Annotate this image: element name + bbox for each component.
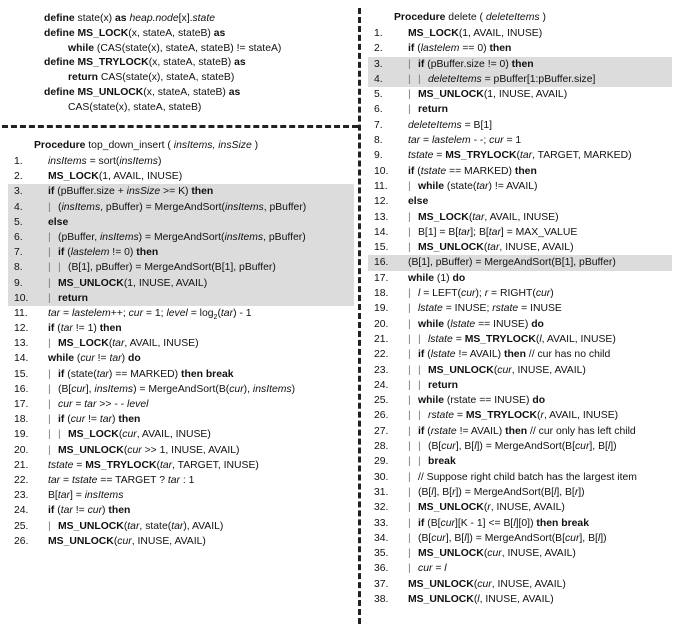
code-text: tstate = MS_TRYLOCK(tar, TARGET, MARKED) [408,150,632,162]
code-text: | if (pBuffer.size != 0) then [408,58,534,70]
code-text: | MS_UNLOCK(1, INUSE, AVAIL) [48,277,208,289]
line-number: 8. [14,262,23,274]
delete-line [368,72,672,87]
code-text: | return [48,292,89,304]
delete-line [368,561,672,576]
delete-line [368,500,672,515]
code-text: | lstate = INUSE; rstate = INUSE [408,303,562,315]
code-text: | if (lstate != AVAIL) then // cur has no child [408,349,611,361]
insert-line [8,443,354,458]
line-number: 7. [374,119,383,131]
line-number: 12. [374,196,389,208]
line-number: 5. [14,216,23,228]
delete-line [368,57,672,72]
delete-line [368,332,672,347]
delete-line [368,194,672,209]
code-text: | (insItems, pBuffer) = MergeAndSort(insItems, pBuffer) [48,201,307,213]
insert-line [8,367,354,382]
delete-line [368,240,672,255]
code-text: | | lstate = MS_TRYLOCK(l, AVAIL, INUSE) [408,333,616,345]
code-text: | MS_UNLOCK(cur, INUSE, AVAIL) [408,548,576,560]
line-number: 21. [14,459,29,471]
line-number: 2. [374,43,383,55]
delete-line [368,286,672,301]
line-number: 33. [374,517,389,529]
delete-line [368,393,672,408]
insert-line [8,534,354,549]
insert-line [8,519,354,534]
code-text: | (B[cur], insItems) = MergeAndSort(B(cur), insItems) [48,383,296,395]
line-number: 13. [374,211,389,223]
insert-line [8,503,354,518]
insert-line [8,488,354,503]
line-number: 32. [374,502,389,514]
code-text: | if (state(tar) == MARKED) then break [48,368,234,380]
code-text: tar = lastelem - -; cur = 1 [408,135,522,147]
line-number: 22. [14,474,29,486]
delete-line [368,577,672,592]
line-number: 23. [374,364,389,376]
line-number: 12. [14,323,29,335]
code-text: | | return [408,379,459,391]
definition-line: define state(x) as heap.node[x].state [44,13,215,24]
code-text: | MS_UNLOCK(cur >> 1, INUSE, AVAIL) [48,444,240,456]
delete-line [368,592,672,607]
delete-line [368,408,672,423]
code-text: while (cur != tar) do [48,353,141,365]
code-text: | if (rstate != AVAIL) then // cur only has left child [408,425,636,437]
code-text: | (B[l], B[r]) = MergeAndSort(B[l], B[r]) [408,486,585,498]
line-number: 36. [374,563,389,575]
code-text: MS_LOCK(1, AVAIL, INUSE) [408,28,543,39]
line-number: 38. [374,593,389,605]
insert-line [8,245,354,260]
line-number: 37. [374,578,389,590]
delete-line [368,148,672,163]
code-text: | cur = tar >> - - level [48,399,149,410]
line-number: 26. [374,410,389,422]
code-text: | if (cur != tar) then [48,414,141,426]
line-number: 17. [374,272,389,284]
insert-line [8,215,354,230]
code-text: | while (state(tar) != AVAIL) [408,180,538,192]
code-text: | MS_UNLOCK(tar, state(tar), AVAIL) [48,520,224,532]
insert-line [8,336,354,351]
delete-line [368,41,672,56]
line-number: 16. [374,257,389,269]
line-number: 1. [14,156,23,167]
code-text: else [408,196,429,208]
procedure-delete [368,10,672,607]
code-text: | (B[cur], B[l]) = MergeAndSort(B[cur], B[l]) [408,532,607,544]
insert-line [8,260,354,275]
line-number: 34. [374,532,389,544]
code-text: | | break [408,456,456,468]
insert-line [8,427,354,442]
line-number: 8. [374,135,383,147]
line-number: 24. [14,505,29,517]
insert-line [8,291,354,306]
code-text: if (lastelem == 0) then [408,43,512,55]
delete-line [368,470,672,485]
delete-line [368,225,672,240]
line-number: 35. [374,548,389,560]
delete-line [368,133,672,148]
definition-line: define MS_LOCK(x, stateA, stateB) as [44,27,226,39]
delete-line [368,179,672,194]
insert-line [8,351,354,366]
line-number: 17. [14,399,29,410]
delete-line [368,516,672,531]
insert-line [8,276,354,291]
code-text: | | rstate = MS_TRYLOCK(r, AVAIL, INUSE) [408,410,619,422]
code-text: | | (B[cur], B[l]) = MergeAndSort(B[cur], B[l]) [408,441,617,453]
line-number: 11. [374,180,388,192]
line-number: 10. [374,165,389,177]
delete-line [368,102,672,117]
code-text: | B[1] = B[tar]; B[tar] = MAX_VALUE [408,226,578,238]
line-number: 31. [374,486,389,498]
line-number: 7. [14,247,23,259]
code-text: | | MS_UNLOCK(cur, INUSE, AVAIL) [408,364,586,376]
delete-line [368,546,672,561]
code-text: deleteItems = B[1] [408,119,493,131]
code-text: | l = LEFT(cur); r = RIGHT(cur) [408,288,554,300]
code-text: | // Suppose right child batch has the largest item [408,471,637,483]
insert-line [8,230,354,245]
insert-line [8,169,354,184]
code-text: | MS_UNLOCK(r, INUSE, AVAIL) [408,502,565,514]
line-number: 25. [14,520,29,532]
line-number: 5. [374,89,383,101]
delete-line [368,271,672,286]
line-number: 22. [374,349,389,361]
delete-line [368,531,672,546]
line-number: 9. [14,277,23,289]
insert-line [8,154,354,169]
code-text: | | (B[1], pBuffer) = MergeAndSort(B[1], pBuffer) [48,262,276,274]
code-text: | if (lastelem != 0) then [48,247,159,259]
line-number: 9. [374,150,383,162]
code-text: | | MS_LOCK(cur, AVAIL, INUSE) [48,429,211,441]
code-text: tar = lastelem++; cur = 1; level = $\log_2(tar) - 1$ [48,307,252,321]
code-text: MS_LOCK(1, AVAIL, INUSE) [48,171,183,183]
definition-line: CAS(state(x), stateA, stateB) [68,101,202,113]
code-text: MS_UNLOCK(cur, INUSE, AVAIL) [408,578,566,590]
code-text: while (1) do [408,272,466,284]
line-number: 3. [374,58,383,70]
insert-line [8,473,354,488]
code-text: if (tstate == MARKED) then [408,165,537,177]
line-number: 18. [14,414,29,426]
insert-line [8,184,354,199]
code-text: | if (B[cur][K - 1] <= B[l][0]) then break [408,517,589,529]
code-text: | MS_LOCK(tar, AVAIL, INUSE) [48,338,199,350]
delete-line [368,439,672,454]
code-text: | (pBuffer, insItems) = MergeAndSort(insItems, pBuffer) [48,231,306,243]
code-text: insItems = sort(insItems) [48,156,162,167]
definition-line: define MS_UNLOCK(x, stateA, stateB) as [44,86,241,98]
delete-line [368,255,672,270]
delete-line [368,347,672,362]
line-number: 27. [374,425,389,437]
delete-line [368,363,672,378]
code-text: if (tar != 1) then [48,323,122,335]
line-number: 19. [374,303,389,315]
delete-line [368,26,672,41]
code-text: | while (lstate == INUSE) do [408,318,544,330]
insert-line [8,458,354,473]
code-text: if (tar != cur) then [48,505,131,517]
delete-line [368,210,672,225]
line-number: 20. [14,444,29,456]
line-number: 14. [374,226,389,238]
definition-line: return CAS(state(x), stateA, stateB) [68,72,235,84]
delete-code-lines [368,26,672,607]
code-text: if (pBuffer.size + insSize >= K) then [48,186,214,198]
line-number: 6. [14,231,23,243]
line-number: 15. [374,242,389,254]
line-number: 4. [14,201,23,213]
line-number: 13. [14,338,29,350]
delete-procedure-title: Procedure delete ( deleteItems ) [394,12,546,23]
line-number: 24. [374,379,389,391]
delete-line [368,317,672,332]
code-text: (B[1], pBuffer) = MergeAndSort(B[1], pBuffer) [408,257,616,269]
delete-line [368,301,672,316]
code-text: tstate = MS_TRYLOCK(tar, TARGET, INUSE) [48,459,259,471]
definition-line: define MS_TRYLOCK(x, stateA, stateB) as [44,57,246,69]
line-number: 3. [14,186,23,198]
line-number: 6. [374,104,383,116]
line-number: 14. [14,353,29,365]
line-number: 16. [14,383,29,395]
insert-line [8,321,354,336]
insert-procedure-title: Procedure top_down_insert ( insItems, insSize ) [34,140,259,151]
delete-line [368,378,672,393]
line-number: 1. [374,28,383,39]
vertical-divider [358,8,361,624]
line-number: 4. [374,73,383,85]
code-text: MS_UNLOCK(l, INUSE, AVAIL) [408,593,554,605]
code-text: B[tar] = insItems [48,490,124,502]
line-number: 20. [374,318,389,330]
line-number: 2. [14,171,23,183]
line-number: 19. [14,429,29,441]
line-number: 21. [374,333,389,345]
delete-line [368,485,672,500]
line-number: 10. [14,292,29,304]
code-text: | MS_LOCK(tar, AVAIL, INUSE) [408,211,559,223]
code-text: | | deleteItems = pBuffer[1:pBuffer.size] [408,73,596,85]
delete-line [368,164,672,179]
line-number: 28. [374,441,389,453]
line-number: 26. [14,535,29,547]
line-number: 25. [374,395,389,407]
code-text: | while (rstate == INUSE) do [408,395,546,407]
code-text: tar = tstate == TARGET ? tar : 1 [48,474,195,486]
delete-line [368,454,672,469]
line-number: 11. [14,307,28,319]
code-text: MS_UNLOCK(cur, INUSE, AVAIL) [48,535,206,547]
line-number: 30. [374,471,389,483]
insert-code-lines [8,154,354,549]
definition-line: while (CAS(state(x), stateA, stateB) != stateA) [68,42,282,54]
insert-line [8,306,354,321]
line-number: 18. [374,288,389,300]
code-text: | cur = l [408,563,447,575]
line-number: 15. [14,368,29,380]
line-number: 23. [14,490,29,502]
macro-definitions [18,12,338,116]
delete-line [368,118,672,133]
procedure-top-down-insert [8,138,354,549]
code-text: else [48,216,69,228]
insert-line [8,397,354,412]
code-text: | return [408,104,449,116]
delete-line [368,424,672,439]
code-text: | MS_UNLOCK(1, INUSE, AVAIL) [408,89,568,101]
horizontal-divider [2,125,358,128]
delete-line [368,87,672,102]
code-text: | MS_UNLOCK(tar, INUSE, AVAIL) [408,242,574,254]
insert-line [8,412,354,427]
insert-line [8,200,354,215]
line-number: 29. [374,456,389,468]
insert-line [8,382,354,397]
